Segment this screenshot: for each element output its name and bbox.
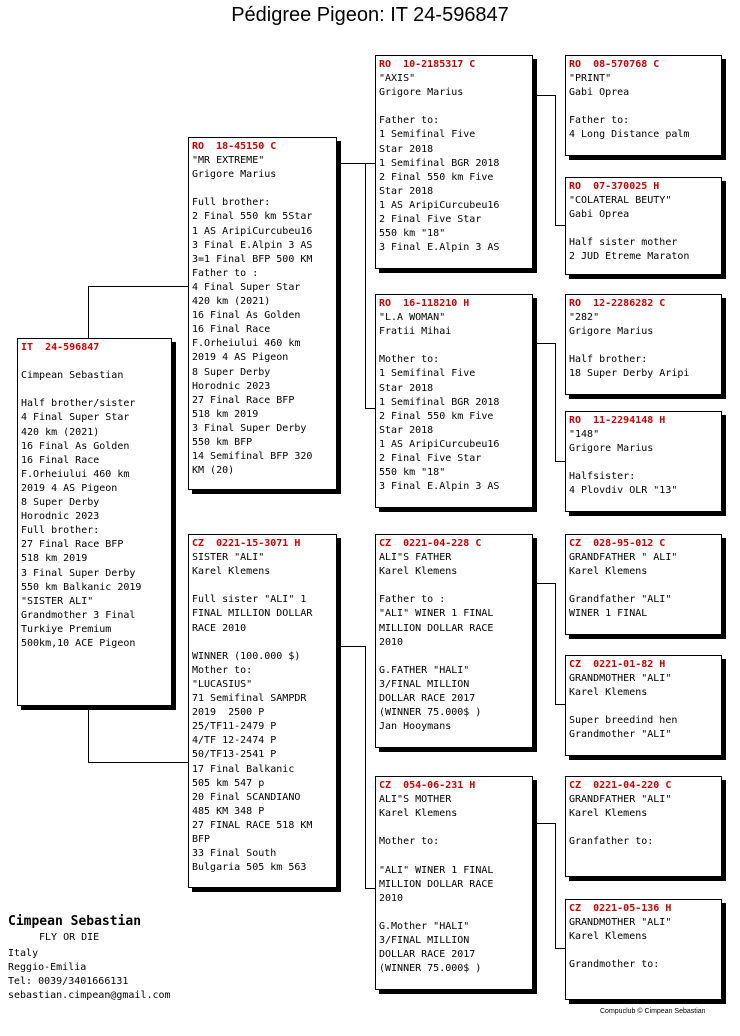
- connector-line: [555, 948, 565, 949]
- pedigree-text-line: 16 Final As Golden: [21, 440, 130, 452]
- pedigree-text-line: Grandmother "ALI": [569, 729, 672, 741]
- pigeon-card-maternal-grandfather[interactable]: [375, 534, 533, 748]
- pedigree-text-line: 25/TF11-2479 P: [192, 721, 277, 733]
- page-title: Pédigree Pigeon: IT 24-596847: [231, 4, 509, 26]
- pedigree-text-line: Father to:: [379, 115, 440, 127]
- pedigree-text-line: 16 Final Race: [21, 454, 100, 466]
- pedigree-text-line: "LUCASIUS": [192, 678, 253, 690]
- pedigree-text-line: "L.A WOMAN": [379, 312, 446, 324]
- pedigree-text-line: 20 Final SCANDIANO: [192, 791, 301, 803]
- connector-line: [555, 225, 565, 226]
- pedigree-text-line: ALI"S MOTHER: [379, 794, 452, 806]
- pedigree-text-line: 500km,10 ACE Pigeon: [21, 637, 136, 649]
- pedigree-text-line: [569, 456, 721, 470]
- ring-number: CZ 0221-04-228 C: [379, 538, 482, 549]
- pedigree-text-line: Turkiye Premium: [21, 623, 112, 635]
- connector-line: [555, 583, 556, 704]
- pedigree-text-line: G.Mother "HALI": [379, 920, 470, 932]
- connector-line: [555, 823, 556, 948]
- pedigree-text-line: Half brother:: [569, 354, 648, 366]
- pedigree-text-line: Horodnic 2023: [192, 380, 271, 392]
- pedigree-text-line: SISTER "ALI": [192, 552, 265, 564]
- pedigree-text-line: 16 Final As Golden: [192, 310, 301, 322]
- pedigree-text-line: 420 km (2021): [192, 296, 271, 308]
- pedigree-text-line: 4/TF 12-2474 P: [192, 735, 277, 747]
- pedigree-text-line: 3/FINAL MILLION: [379, 678, 470, 690]
- pedigree-text-line: Star 2018: [379, 143, 434, 155]
- pedigree-text-line: 3 Final E.Alpin 3 AS: [379, 242, 500, 254]
- pedigree-text-line: 1 AS AripiCurcubeu16: [379, 199, 500, 211]
- pedigree-text-line: Jan Hooymans: [379, 721, 452, 733]
- pigeon-card-mother[interactable]: [188, 534, 337, 888]
- pedigree-text-line: Karel Klemens: [569, 931, 648, 943]
- pedigree-text-line: GRANDFATHER "ALI": [569, 794, 672, 806]
- pedigree-text-line: Father to:: [569, 115, 630, 127]
- pedigree-text-line: 1 Semifinal BGR 2018: [379, 157, 500, 169]
- pedigree-text-line: BFP: [192, 833, 211, 845]
- pedigree-text-line: 71 Semifinal SAMPDR: [192, 693, 307, 705]
- ring-number: RO 11-2294148 H: [569, 415, 666, 426]
- pedigree-text-line: [379, 906, 532, 920]
- pedigree-text-line: 2 Final Five Star: [379, 453, 482, 465]
- pedigree-text-line: [569, 579, 721, 593]
- pedigree-text-line: 14 Semifinal BFP 320: [192, 451, 313, 463]
- pedigree-text-line: [192, 579, 336, 593]
- pedigree-text-line: 3 Final Super Derby: [21, 567, 136, 579]
- connector-line: [365, 646, 366, 888]
- ring-number: CZ 0221-01-82 H: [569, 659, 666, 670]
- pedigree-text-line: [569, 944, 721, 958]
- pedigree-text-line: Half sister mother: [569, 237, 678, 249]
- pedigree-text-line: Super breedind hen: [569, 715, 678, 727]
- pedigree-text-line: KM (20): [192, 465, 235, 477]
- owner-info: [8, 913, 171, 1003]
- pigeon-card-ggf-1[interactable]: [565, 55, 722, 156]
- pedigree-text-line: MILLION DOLLAR RACE: [379, 622, 494, 634]
- pedigree-text-line: ALI"S FATHER: [379, 552, 452, 564]
- pedigree-text-line: 8 Super Derby: [192, 366, 271, 378]
- pedigree-text-line: "282": [569, 312, 600, 324]
- connector-line: [555, 95, 556, 225]
- pedigree-text-line: 3/FINAL MILLION: [379, 935, 470, 947]
- pedigree-text-line: [379, 579, 532, 593]
- ring-number: RO 16-118210 H: [379, 298, 470, 309]
- pedigree-text-line: Karel Klemens: [569, 566, 648, 578]
- ring-number: RO 18-45150 C: [192, 141, 277, 152]
- ring-number: CZ 0221-04-220 C: [569, 780, 672, 791]
- pedigree-text-line: 518 km 2019: [192, 408, 259, 420]
- pedigree-text-line: "MR EXTREME": [192, 155, 265, 167]
- connector-line: [88, 706, 89, 762]
- owner-motto: FLY OR DIE: [39, 932, 100, 943]
- pedigree-text-line: "ALI" WINER 1 FINAL: [379, 864, 494, 876]
- pedigree-text-line: WINNER (100.000 $): [192, 650, 301, 662]
- pedigree-text-line: 27 FINAL RACE 518 KM: [192, 819, 313, 831]
- pedigree-text-line: 2010: [379, 892, 404, 904]
- pedigree-text-line: [379, 849, 532, 863]
- pedigree-text-line: 550 km "18": [379, 467, 446, 479]
- pedigree-text-line: 505 km 547 p: [192, 777, 265, 789]
- pedigree-text-line: [569, 339, 721, 353]
- pedigree-text-line: 4 Plovdiv OLR "13": [569, 485, 678, 497]
- pigeon-card-paternal-grandmother[interactable]: [375, 294, 533, 508]
- pedigree-text-line: GRANDFATHER " ALI": [569, 552, 678, 564]
- pigeon-card-ggm-3[interactable]: [565, 655, 722, 756]
- pedigree-text-line: "COLATERAL BEUTY": [569, 195, 672, 207]
- connector-line: [337, 163, 365, 164]
- pedigree-text-line: Cimpean Sebastian: [21, 370, 124, 382]
- ring-number: CZ 028-95-012 C: [569, 538, 666, 549]
- pedigree-text-line: 27 Final Race BFP: [21, 539, 124, 551]
- connector-line: [365, 163, 366, 408]
- ring-number: CZ 054-06-231 H: [379, 780, 476, 791]
- owner-name: Cimpean Sebastian: [8, 914, 142, 929]
- connector-line: [88, 286, 89, 338]
- pedigree-text-line: 550 km BFP: [192, 436, 253, 448]
- ring-number: RO 10-2185317 C: [379, 59, 476, 70]
- pedigree-text-line: 1 AS AripiCurcubeu16: [379, 438, 500, 450]
- pigeon-card-ggm-4[interactable]: [565, 899, 722, 1000]
- pigeon-card-ggf-2[interactable]: [565, 294, 722, 395]
- pedigree-text-line: Grigore Marius: [379, 87, 464, 99]
- pedigree-text-line: Full brother:: [21, 525, 100, 537]
- ring-number: RO 07-370025 H: [569, 181, 660, 192]
- pedigree-text-line: 3 Final E.Alpin 3 AS: [379, 481, 500, 493]
- pedigree-text-line: 50/TF13-2541 P: [192, 749, 277, 761]
- pedigree-text-line: 4 Final Super Star: [192, 281, 301, 293]
- pedigree-text-line: Mother to:: [192, 664, 253, 676]
- pedigree-text-line: FINAL MILLION DOLLAR: [192, 608, 313, 620]
- pedigree-text-line: [379, 339, 532, 353]
- pedigree-text-line: Fratii Mihai: [379, 326, 452, 338]
- pedigree-text-line: Karel Klemens: [192, 566, 271, 578]
- pigeon-card-ggf-4[interactable]: [565, 776, 722, 877]
- pedigree-text-line: 27 Final Race BFP: [192, 394, 295, 406]
- pedigree-text-line: Karel Klemens: [569, 808, 648, 820]
- pedigree-text-line: 2010: [379, 636, 404, 648]
- pedigree-text-line: (WINNER 75.000$ ): [379, 963, 482, 975]
- pedigree-text-line: 1 Semifinal Five: [379, 129, 476, 141]
- pigeon-card-father[interactable]: [188, 137, 337, 490]
- pedigree-text-line: DOLLAR RACE 2017: [379, 693, 476, 705]
- pedigree-text-line: [569, 222, 721, 236]
- pedigree-text-line: Gabi Oprea: [569, 87, 630, 99]
- connector-line: [88, 286, 188, 287]
- connector-line: [88, 762, 188, 763]
- pedigree-text-line: [192, 182, 336, 196]
- pedigree-text-line: GRANDMOTHER "ALI": [569, 917, 672, 929]
- pedigree-text-line: Grigore Marius: [569, 326, 654, 338]
- pedigree-text-line: 550 km Balkanic 2019: [21, 581, 142, 593]
- pedigree-text-line: [569, 100, 721, 114]
- pedigree-text-line: Grigore Marius: [192, 169, 277, 181]
- pedigree-text-line: Star 2018: [379, 185, 434, 197]
- pedigree-text-line: [569, 821, 721, 835]
- pedigree-text-line: [379, 650, 532, 664]
- pedigree-text-line: Gabi Oprea: [569, 209, 630, 221]
- connector-line: [533, 95, 555, 96]
- ring-number: RO 12-2286282 C: [569, 298, 666, 309]
- owner-phone: Tel: 0039/3401666131: [8, 976, 129, 987]
- pigeon-card-subject[interactable]: [17, 338, 172, 706]
- pedigree-text-line: 518 km 2019: [21, 553, 88, 565]
- pigeon-card-maternal-grandmother[interactable]: [375, 776, 533, 990]
- connector-line: [555, 461, 565, 462]
- pedigree-text-line: 1 AS AripiCurcubeu16: [192, 225, 313, 237]
- pedigree-text-line: Grandmother 3 Final: [21, 609, 136, 621]
- pedigree-text-line: "SISTER ALI": [21, 595, 94, 607]
- pedigree-text-line: Granfather to:: [569, 836, 654, 848]
- connector-line: [365, 163, 375, 164]
- ring-number: CZ 0221-05-136 H: [569, 903, 672, 914]
- pedigree-text-line: Star 2018: [379, 424, 434, 436]
- pedigree-text-line: 2019 4 AS Pigeon: [192, 352, 289, 364]
- footer-credit: Compuclub © Cimpean Sebastian: [600, 1008, 706, 1015]
- connector-line: [533, 583, 555, 584]
- connector-line: [365, 888, 375, 889]
- pedigree-text-line: 1 Semifinal BGR 2018: [379, 396, 500, 408]
- pedigree-text-line: [569, 700, 721, 714]
- pedigree-text-line: "AXIS": [379, 73, 416, 85]
- pedigree-text-line: 2 Final 550 km Five: [379, 410, 494, 422]
- pedigree-text-line: Star 2018: [379, 382, 434, 394]
- pedigree-text-line: 18 Super Derby Aripi: [569, 368, 690, 380]
- pedigree-text-line: "148": [569, 429, 600, 441]
- pedigree-text-line: 2 Final 550 km 5Star: [192, 211, 313, 223]
- pedigree-text-line: G.FATHER "HALI": [379, 664, 470, 676]
- pedigree-text-line: [21, 355, 171, 369]
- connector-line: [555, 343, 556, 461]
- pedigree-text-line: [379, 821, 532, 835]
- pedigree-text-line: RACE 2010: [192, 622, 247, 634]
- pedigree-text-line: Full sister "ALI" 1: [192, 594, 307, 606]
- pedigree-text-line: 550 km "18": [379, 228, 446, 240]
- pedigree-text-line: 1 Semifinal Five: [379, 368, 476, 380]
- pedigree-text-line: "ALI" WINER 1 FINAL: [379, 608, 494, 620]
- pedigree-text-line: WINER 1 FINAL: [569, 608, 648, 620]
- pedigree-text-line: 2 Final 550 km Five: [379, 171, 494, 183]
- pedigree-text-line: (WINNER 75.000$ ): [379, 707, 482, 719]
- pedigree-text-line: MILLION DOLLAR RACE: [379, 878, 494, 890]
- connector-line: [555, 704, 565, 705]
- pedigree-text-line: 420 km (2021): [21, 426, 100, 438]
- pedigree-text-line: 4 Final Super Star: [21, 412, 130, 424]
- owner-country: Italy: [8, 948, 39, 959]
- pigeon-card-paternal-grandfather[interactable]: [375, 55, 533, 269]
- ring-number: IT 24-596847: [21, 342, 100, 353]
- pedigree-text-line: Karel Klemens: [379, 566, 458, 578]
- connector-line: [337, 646, 365, 647]
- pedigree-text-line: Mother to:: [379, 354, 440, 366]
- pedigree-text-line: "PRINT": [569, 73, 612, 85]
- ring-number: CZ 0221-15-3071 H: [192, 538, 301, 549]
- pedigree-text-line: 33 Final South: [192, 848, 277, 860]
- pedigree-text-line: 16 Final Race: [192, 324, 271, 336]
- pedigree-text-line: Half brother/sister: [21, 398, 136, 410]
- pedigree-text-line: Bulgaria 505 km 563: [192, 862, 307, 874]
- pedigree-text-line: 2019 2500 P: [192, 707, 265, 719]
- pedigree-text-line: Grandmother to:: [569, 959, 660, 971]
- pedigree-text-line: Grandfather "ALI": [569, 594, 672, 606]
- connector-line: [365, 408, 375, 409]
- pedigree-text-line: 3 Final Super Derby: [192, 422, 307, 434]
- pedigree-text-line: Halfsister:: [569, 471, 636, 483]
- pedigree-text-line: Full brother:: [192, 197, 271, 209]
- pigeon-card-ggm-1[interactable]: [565, 177, 722, 275]
- owner-email[interactable]: sebastian.cimpean@gmail.com: [8, 990, 171, 1001]
- pedigree-text-line: Father to :: [379, 594, 446, 606]
- pedigree-text-line: [192, 636, 336, 650]
- pedigree-text-line: 2 Final Five Star: [379, 214, 482, 226]
- pedigree-text-line: GRANDMOTHER "ALI": [569, 673, 672, 685]
- connector-line: [533, 823, 555, 824]
- pedigree-text-line: [379, 100, 532, 114]
- pedigree-text-line: Karel Klemens: [379, 808, 458, 820]
- owner-city: Reggio-Emilia: [8, 962, 87, 973]
- pedigree-text-line: Karel Klemens: [569, 687, 648, 699]
- pedigree-text-line: 2019 4 AS Pigeon: [21, 482, 118, 494]
- pedigree-text-line: 17 Final Balkanic: [192, 763, 295, 775]
- pigeon-card-ggf-3[interactable]: [565, 534, 722, 635]
- pigeon-card-ggm-2[interactable]: [565, 411, 722, 512]
- pedigree-text-line: Mother to:: [379, 836, 440, 848]
- pedigree-text-line: 8 Super Derby: [21, 497, 100, 509]
- pedigree-text-line: 3=1 Final BFP 500 KM: [192, 253, 313, 265]
- pedigree-text-line: Grigore Marius: [569, 443, 654, 455]
- pedigree-text-line: 4 Long Distance palm: [569, 129, 690, 141]
- pedigree-text-line: DOLLAR RACE 2017: [379, 949, 476, 961]
- ring-number: RO 08-570768 C: [569, 59, 660, 70]
- pedigree-text-line: Horodnic 2023: [21, 511, 100, 523]
- pedigree-text-line: [21, 383, 171, 397]
- pedigree-text-line: F.Orheiului 460 km: [192, 338, 301, 350]
- pedigree-text-line: Father to :: [192, 267, 259, 279]
- connector-line: [533, 343, 555, 344]
- pedigree-text-line: 2 JUD Etreme Maraton: [569, 251, 690, 263]
- pedigree-text-line: 3 Final E.Alpin 3 AS: [192, 239, 313, 251]
- pedigree-text-line: 485 KM 348 P: [192, 805, 265, 817]
- pedigree-text-line: F.Orheiului 460 km: [21, 468, 130, 480]
